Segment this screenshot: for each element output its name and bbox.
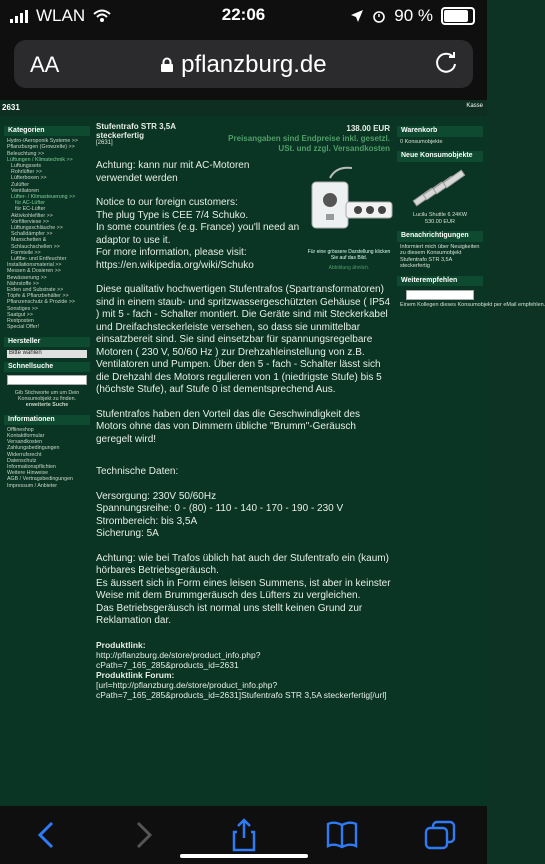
search-box (4, 388, 90, 411)
alarm-icon (372, 9, 386, 23)
new-product-name: Lucilu Shuttle 6 24KW (412, 212, 468, 218)
manufacturer-select-value: Bitte wählen (9, 349, 42, 356)
category-item[interactable]: Nährstoffe >> (7, 280, 39, 287)
categories-title: Kategorien (4, 126, 90, 136)
image-caption-2: Abbildung ähnlich. (328, 265, 370, 271)
price-notice: Preisangaben sind Endpreise inkl. gesetzl. USt. und zzgl. Versandkosten (228, 134, 390, 153)
category-item[interactable]: Sonstiges >> (7, 305, 38, 312)
search-title: Schnellsuche (4, 362, 90, 372)
manufacturer-title: Hersteller (4, 337, 90, 347)
checkout-link[interactable]: Kasse (466, 103, 483, 109)
product-photo-icon (306, 164, 392, 244)
forward-button[interactable] (124, 820, 164, 850)
notifications-title: Benachrichtigungen (397, 231, 483, 242)
location-arrow-icon (350, 9, 364, 23)
text-size-button[interactable]: AA (30, 52, 60, 77)
tabs-icon (424, 820, 456, 850)
tech-data: Versorgung: 230V 50/60Hz Spannungsreihe: 0 - (80) - 110 - 140 - 170 - 190 - 230 V Strombereich: bis 3,5A Sicherung: 5A (96, 490, 344, 539)
ac-warning: Achtung: kann nur mit AC-Motoren verwendet werden (96, 160, 250, 184)
forward-icon (134, 820, 154, 850)
info-links (4, 425, 90, 491)
share-button[interactable] (224, 820, 264, 850)
category-item[interactable]: Lüftungsschläuche >> (11, 225, 63, 232)
address-domain[interactable] (14, 51, 473, 79)
recommend-text: Einem Kollegen dieses Konsumobjekt per eMail empfehlen. (400, 302, 545, 308)
category-item[interactable]: Luftungssets (11, 163, 42, 170)
category-item[interactable]: Zulüfter (11, 181, 29, 188)
right-column (397, 122, 545, 311)
category-item[interactable]: Formteile >> (11, 249, 41, 256)
forum-link-url[interactable]: [url=http://pflanzburg.de/store/product_info.php?cPath=7_165_285&products_id=2631]Stufentrafo STR 3,5A steckerfertig[/url] (96, 679, 387, 700)
product-title: Stufentrafo STR 3,5A steckerfertig (96, 122, 176, 140)
category-item[interactable]: Bewässerung >> (7, 274, 47, 281)
recommend-input[interactable] (406, 290, 474, 300)
search-input[interactable] (7, 375, 87, 385)
left-column (4, 122, 90, 491)
product-description: Diese qualitativ hochwertigen Stufentrafos (Spartransformatoren) sind in einem staub- und spritzwassergeschützten Gehäuse ( IP54 ) mit 5 - fach - Schalter montiert. Die Geräte sind mit Steckerkabel und Dreifachsteckerleiste versehen, so dass sie unmittelbar einsatzbereit sind. Sie sind einsetzbar für spannungsregelbare Motoren ( 230 V, 50/60 Hz ) zur Drehzahleinstellung von z.B. Ventilatoren und Pumpen. Über den 5 - fach - Schalter lässt sich die Drehzahl des Motors regulieren von 1 (niedrigste Stufe) bis 5 (höchste Stufe), auf Stufe 0 ist dementsprechend Aus. (96, 284, 391, 395)
info-link[interactable]: Weitere Hinweise (7, 470, 49, 477)
tech-data-title: Technische Daten: (96, 466, 179, 477)
category-item[interactable]: Installationsmaterial >> (7, 262, 62, 269)
info-link[interactable]: Zahlungsbedingungen (7, 445, 60, 452)
address-bar[interactable] (14, 40, 473, 88)
category-item[interactable]: Hydro-/Aeroponik Systeme >> (7, 138, 78, 145)
category-item[interactable]: Schlauchschellen >> (11, 243, 60, 250)
category-item[interactable]: Ventilatoren (11, 187, 39, 194)
status-right (350, 6, 475, 26)
info-link[interactable]: Kontaktformular (7, 432, 45, 439)
battery-percent: 90 % (394, 6, 433, 25)
category-item[interactable]: Töpfe & Pflanzbehälter >> (7, 293, 69, 300)
category-item[interactable]: Rohrlüfter >> (11, 169, 42, 176)
category-item[interactable]: Aktivkohlefilter >> (11, 212, 53, 219)
new-product[interactable] (397, 162, 483, 228)
domain-text: pflanzburg.de (181, 51, 327, 78)
category-item-active[interactable]: Lüfter- / Klimasteuerung >> (11, 194, 76, 201)
category-item[interactable]: Schalldämpfer >> (11, 231, 53, 238)
category-item[interactable]: Luftbe- und Entfeuchter (11, 256, 67, 263)
advanced-search-link[interactable]: erweiterte Suche (25, 402, 69, 409)
advantage-text: Stufentrafos haben den Vorteil das die Geschwindigkeit des Motors ohne das von Dimmern übliche "Brumm"-Geräusch geregelt wird! (96, 408, 361, 445)
safari-toolbar (0, 806, 487, 864)
foreign-notice: Notice to our foreign customers: The plug Type is CEE 7/4 Schuko. In some countries (e.g. France) you'll need an adaptor to use it. For more information, please visit: https://en.wikipedia.org/wiki/Schuko (96, 197, 300, 271)
lock-icon (160, 57, 174, 73)
recommend-title: Weiterempfehlen (397, 276, 483, 287)
forum-link-title: Produktlink Forum: (96, 669, 175, 680)
category-item[interactable]: Manschetten & (11, 237, 47, 244)
notifications-text[interactable]: Informiert mich über Neuigkeiten zu diesem Konsumobjekt Stufentrafo STR 3,5A steckerfertig (400, 243, 480, 269)
new-product-image (405, 164, 475, 210)
info-link[interactable]: Informationspflichten (7, 463, 56, 470)
battery-icon (441, 7, 475, 25)
cart-title[interactable]: Warenkorb (397, 126, 483, 137)
info-link[interactable]: Widerrufsrecht (7, 451, 42, 458)
category-item[interactable]: Saatgut >> (7, 311, 33, 318)
category-item[interactable]: Erden und Substrate >> (7, 287, 64, 294)
info-link[interactable]: AGB / Vertragsbedingungen (7, 476, 73, 483)
back-icon (36, 820, 56, 850)
reload-icon[interactable] (433, 50, 459, 76)
page-topstrip (0, 100, 487, 116)
product-link-url[interactable]: http://pflanzburg.de/store/product_info.php?cPath=7_165_285&products_id=2631 (96, 649, 261, 670)
search-hint: Gib Stichworte um um Dein Konsumobjekt zu finden. (14, 389, 80, 403)
category-item[interactable]: Lüfterboxen >> (11, 175, 47, 182)
share-icon (231, 818, 257, 852)
category-item[interactable]: Pflanzburgen (Growzelte) >> (7, 144, 75, 151)
new-products-title[interactable]: Neue Konsumobjekte (397, 151, 483, 162)
category-item-active[interactable]: Lüftungen / Klimatechnik >> (7, 156, 73, 163)
tabs-button[interactable] (420, 820, 460, 850)
back-button[interactable] (26, 820, 66, 850)
info-link[interactable]: Datenschutz (7, 457, 37, 464)
product-link-title: Produktlink: (96, 639, 146, 650)
product-main (96, 122, 392, 700)
product-links (96, 640, 392, 700)
product-id: [2631] (96, 140, 113, 146)
web-page (0, 100, 545, 806)
noise-notice: Achtung: wie bei Trafos üblich hat auch der Stufentrafo ein (kaum) hörbares Betriebsgeräusch. Es äussert sich in Form eines leisen Summens, ist aber in keinster Weise mit dem Brummgeräusch des Lüfters zu vergleichen. Das Betriebsgeräusch ist normal uns stellt keinen Grund zur Reklamation dar. (96, 552, 391, 626)
new-product-price: 530.00 EUR (425, 218, 455, 225)
browser-toolbar (0, 32, 487, 100)
category-item[interactable]: für EC-Lüfter (15, 206, 46, 213)
categories-list (4, 136, 90, 332)
clock: 22:06 (221, 5, 266, 24)
info-link[interactable]: Versandkosten (7, 439, 43, 446)
category-item[interactable]: Beleuchtung >> (7, 150, 45, 157)
home-indicator (180, 854, 308, 858)
bookmarks-icon (326, 821, 358, 849)
cart-text: 0 Konsumobjekte (400, 138, 443, 145)
category-item[interactable]: Restposten (7, 318, 34, 325)
image-caption: Für eine grössere Darstellung klicken Sie auf das Bild. (307, 249, 391, 261)
category-item[interactable]: für AC-Lüfter (15, 200, 46, 207)
category-item[interactable]: Messen & Dosieren >> (7, 268, 61, 275)
topstrip-left: 2631 (2, 103, 20, 112)
category-item[interactable]: Special Offer! (7, 324, 39, 331)
manufacturer-select[interactable] (7, 350, 87, 358)
info-link[interactable]: Offlineshop (7, 426, 34, 433)
carrier-label: WLAN (36, 6, 86, 25)
info-title: Informationen (4, 415, 90, 425)
status-bar (0, 0, 487, 32)
info-link[interactable]: Impressum / Anbieter (7, 482, 58, 489)
bookmarks-button[interactable] (322, 820, 362, 850)
recommend-box (397, 286, 545, 311)
category-item[interactable]: Pflanzenschutz & Prozide >> (7, 299, 76, 306)
category-item[interactable]: Vorfilterviese >> (11, 218, 49, 225)
product-image[interactable] (306, 164, 392, 284)
product-price: 138.00 EUR (346, 124, 390, 133)
